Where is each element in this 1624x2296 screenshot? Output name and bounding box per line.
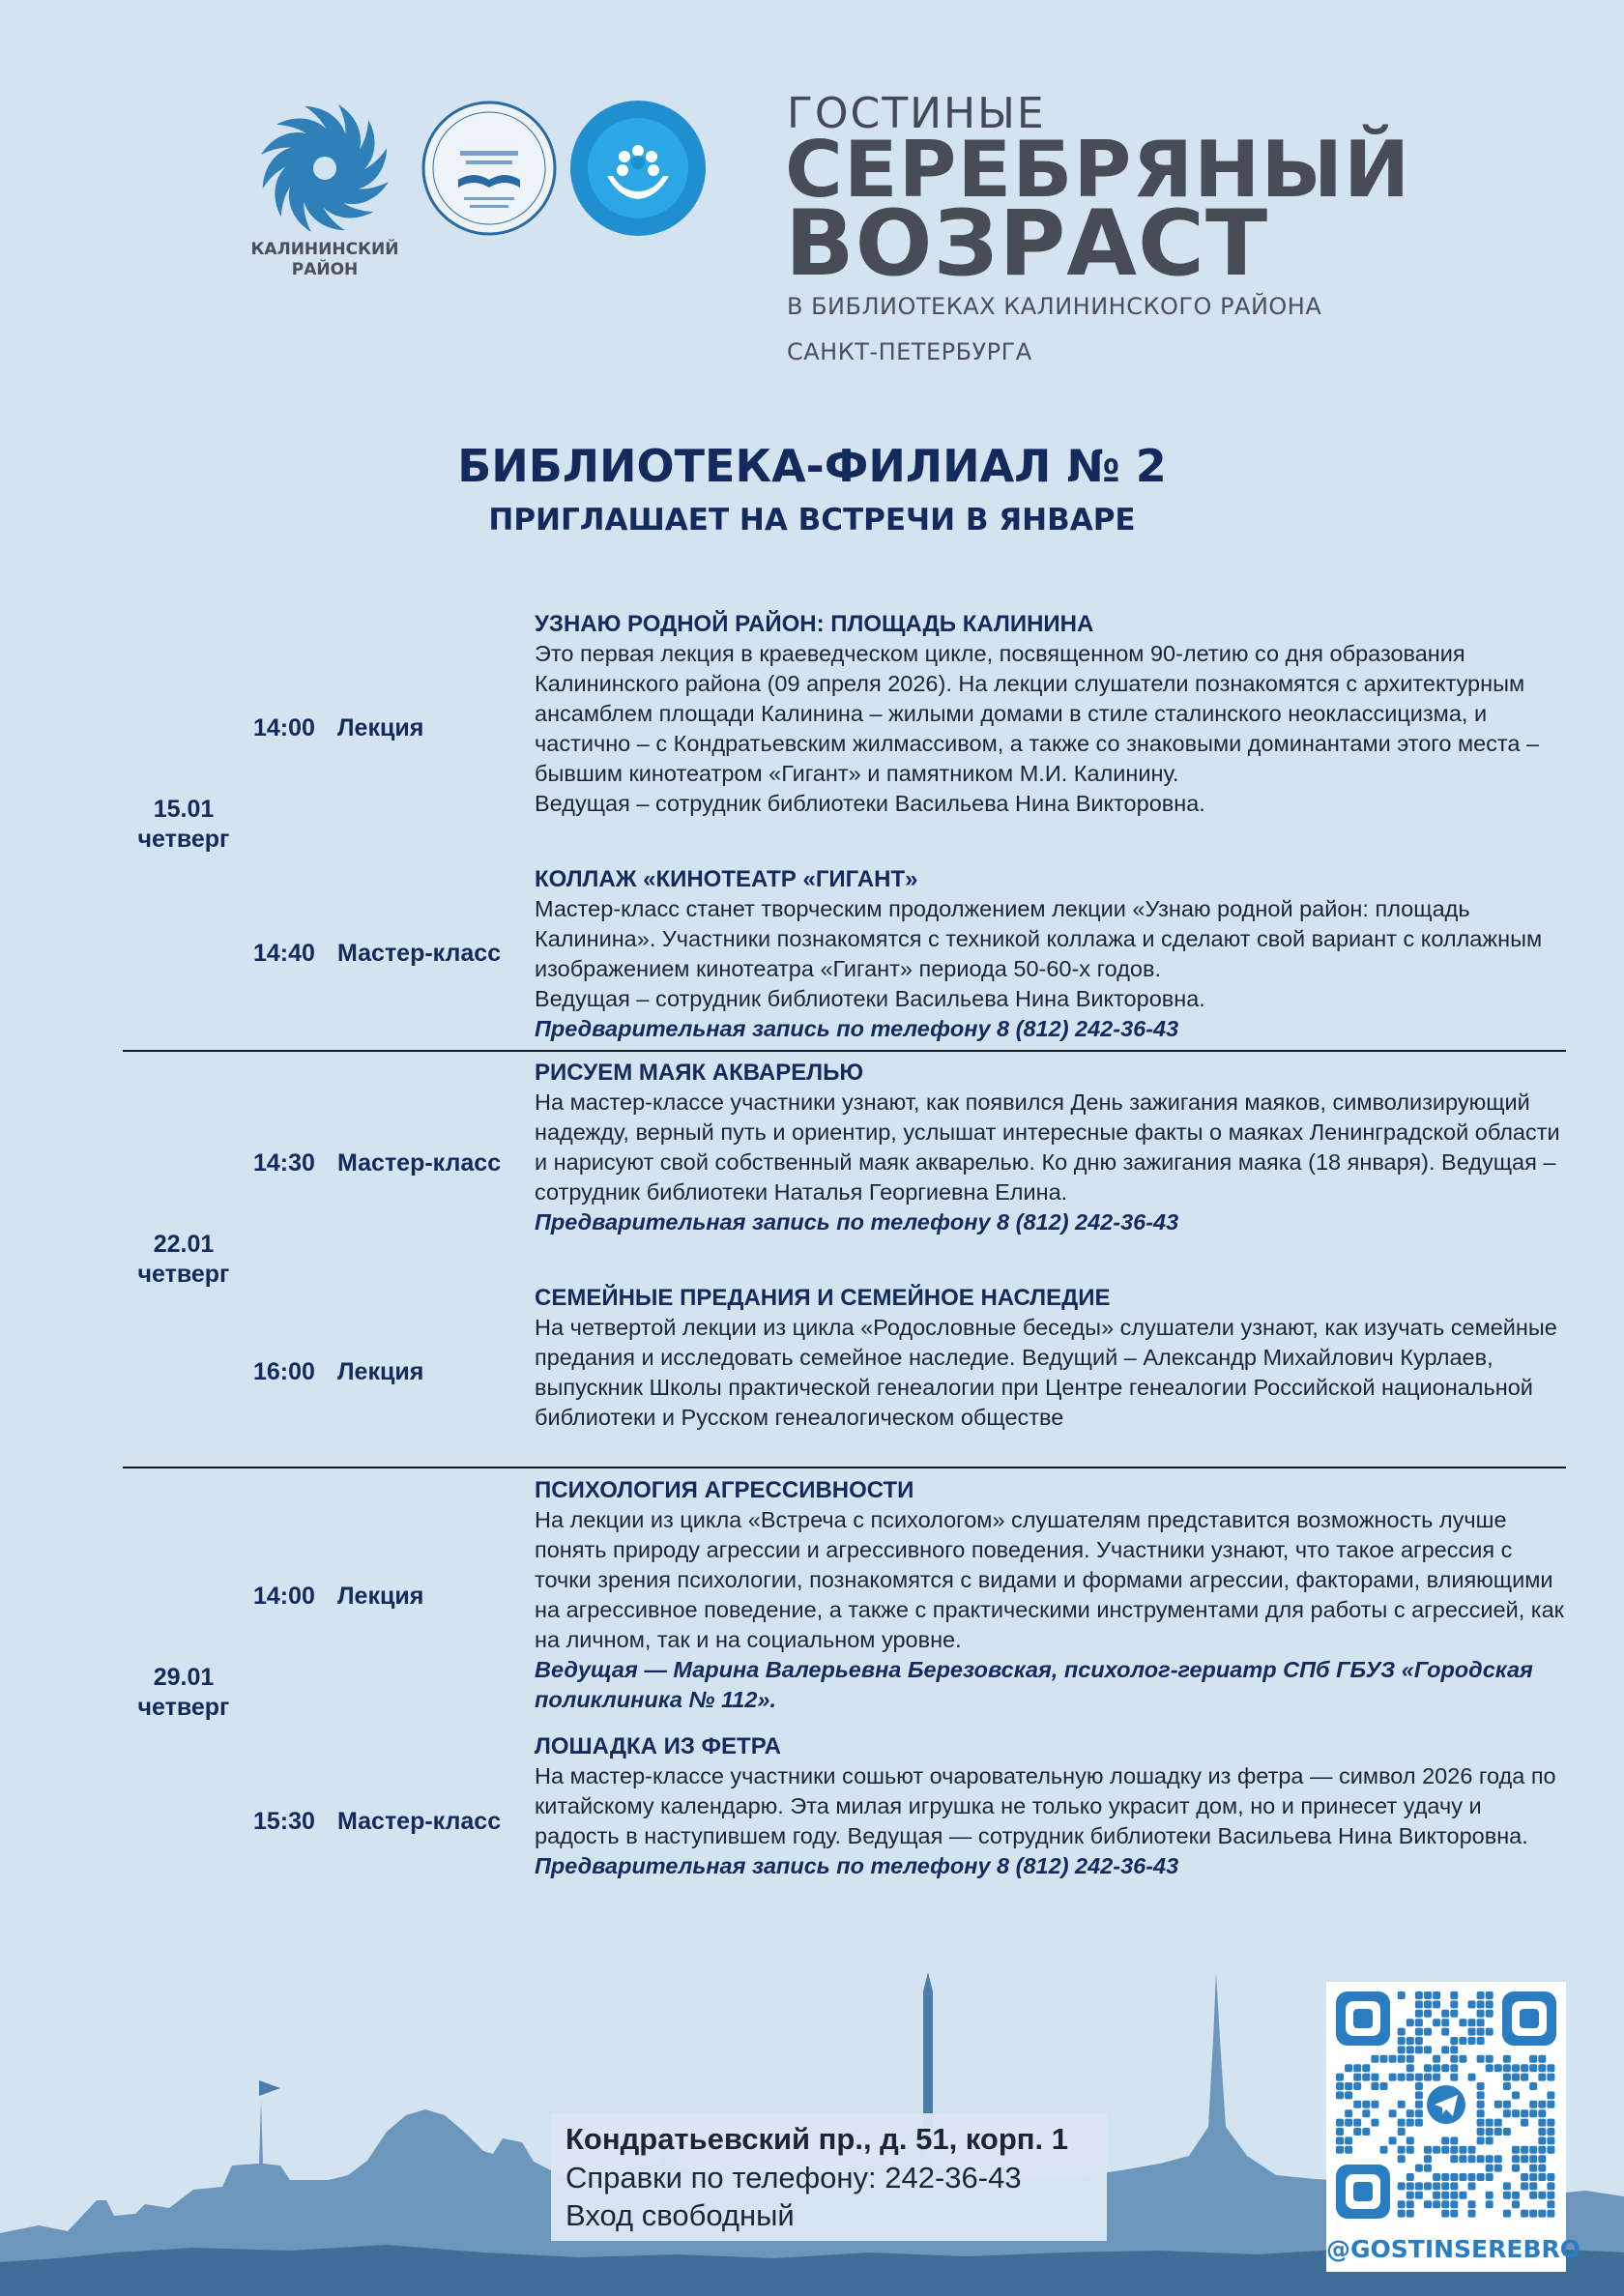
day-divider [123, 1050, 1566, 1052]
day-divider [123, 1467, 1566, 1468]
event-heading: КОЛЛАЖ «КИНОТЕАТР «ГИГАНТ» [535, 866, 918, 892]
date-value: 29.01 [153, 1664, 215, 1691]
event-type: Мастер-класс [337, 940, 502, 967]
brand-subtitle-1: В БИБЛИОТЕКАХ КАЛИНИНСКОГО РАЙОНА [787, 293, 1322, 320]
event-heading: СЕМЕЙНЫЕ ПРЕДАНИЯ И СЕМЕЙНОЕ НАСЛЕДИЕ [535, 1285, 1111, 1311]
event-body: На мастер-классе участники узнают, как появился День зажигания маяков, символизирующий надежду, верный путь и ориентир, услышат интересные факты о маяках Ленинградской области и нарисуют свой собственный маяк акварелью. Ко дню зажигания маяка (18 января). Ведущая – сотрудник библиотеки Наталья Георгиевна Елина. [535, 1090, 1560, 1205]
event-host: Ведущая — Марина Валерьевна Березовская, психолог-гериатр СПб ГБУЗ «Городская поликлиника № 112». [535, 1657, 1533, 1712]
qr-code[interactable] [1326, 1982, 1566, 2228]
event-body: На лекции из цикла «Встреча с психологом» слушателям представится возможность лучше понять природу агрессии и агрессивного поведения. Участники узнают, что такое агрессия с точки зрения психологии, познакомятся с видами и формами агрессии, факторами, влияющими на агрессивное поведение, а также с практическими инструментами для работы с агрессией, как на личном, так и на социальном уровне. [535, 1507, 1564, 1652]
event-time: 15:30 [253, 1808, 315, 1835]
event-type: Мастер-класс [337, 1149, 502, 1177]
district-caption-line2: РАЙОН [291, 260, 359, 279]
event-description [535, 609, 1569, 819]
event-heading: РИСУЕМ МАЯК АКВАРЕЛЬЮ [535, 1060, 864, 1086]
brand-top: ГОСТИНЫЕ [787, 89, 1046, 138]
event-time: 14:30 [253, 1149, 315, 1177]
district-caption-line1: КАЛИНИНСКИЙ [250, 240, 399, 259]
event-time: 14:40 [253, 940, 315, 967]
district-caption [242, 240, 408, 280]
event-body: На мастер-классе участники сошьют очаровательную лошадку из фетра — символ 2026 года по китайскому календарю. Эта милая игрушка не только украсит дом, но и принесет удачу и радость в наступившем году. Ведущая — сотрудник библиотеки Васильева Нина Викторовна. [535, 1763, 1556, 1848]
event-time: 14:00 [253, 1583, 315, 1610]
telegram-icon [1427, 2085, 1465, 2124]
weekday: четверг [137, 1694, 230, 1721]
event-description [535, 864, 1569, 1044]
entry-info: Вход свободный [566, 2198, 795, 2232]
registration-phone: Предварительная запись по телефону 8 (812) 242-36-43 [535, 1209, 1179, 1235]
event-body: Это первая лекция в краеведческом цикле, посвященном 90-летию со дня образования Калининского района (09 апреля 2026). На лекции слушатели познакомятся с архитектурным ансамблем площади Калинина – жилыми домами в стиле сталинского неоклассицизма, и частично – с Кондратьевским жилмассивом, а также со знаковыми доминантами этого места – бывшим кинотеатром «Гигант» и памятником М.И. Калинину. [535, 641, 1540, 786]
brand-subtitle-2: САНКТ-ПЕТЕРБУРГА [787, 338, 1032, 365]
registration-phone: Предварительная запись по телефону 8 (812) 242-36-43 [535, 1853, 1179, 1878]
kalininsky-district-logo [253, 97, 396, 240]
event-description [535, 1058, 1569, 1237]
date-value: 22.01 [153, 1231, 215, 1258]
event-type: Лекция [337, 1358, 424, 1385]
event-host: Ведущая – сотрудник библиотеки Васильева Нина Викторовна. [535, 791, 1205, 816]
event-heading: УЗНАЮ РОДНОЙ РАЙОН: ПЛОЩАДЬ КАЛИНИНА [535, 611, 1094, 637]
event-body: На четвертой лекции из цикла «Родословные беседы» слушатели узнают, как изучать семейные предания и исследовать семейное наследие. Ведущий – Александр Михайлович Курлаев, выпускник Школы практической генеалогии при Центре генеалогии Российской национальной библиотеки и Русском генеалогическом обществе [535, 1315, 1557, 1430]
brand-line1: СЕРЕБРЯНЫЙ [785, 125, 1411, 215]
event-body: Мастер-класс станет творческим продолжением лекции «Узнаю родной район: площадь Калинина». Участники познакомятся с техникой коллажа и сделают свой вариант с коллажным изображением кинотеатра «Гигант» периода 50-60-х годов. [535, 896, 1543, 981]
hands-emblem-logo [568, 99, 708, 238]
qr-code-card[interactable] [1326, 1982, 1581, 2272]
day-date [106, 1663, 261, 1723]
event-type: Мастер-класс [337, 1808, 502, 1835]
address: Кондратьевский пр., д. 51, корп. 1 [566, 2122, 1068, 2156]
event-time: 14:00 [253, 714, 315, 741]
cbs-library-logo [421, 101, 557, 236]
day-date [106, 795, 261, 855]
event-type: Лекция [337, 1583, 424, 1610]
qr-handle: @GOSTINSEREBRO [1326, 2235, 1581, 2263]
page-subtitle: ПРИГЛАШАЕТ НА ВСТРЕЧИ В ЯНВАРЕ [488, 503, 1136, 538]
event-type: Лекция [337, 714, 424, 741]
event-heading: ПСИХОЛОГИЯ АГРЕССИВНОСТИ [535, 1477, 914, 1503]
weekday: четверг [137, 1261, 230, 1288]
event-host: Ведущая – сотрудник библиотеки Васильева Нина Викторовна. [535, 986, 1205, 1011]
event-description [535, 1475, 1569, 1715]
pinwheel-icon [253, 97, 396, 240]
weekday: четверг [137, 826, 230, 853]
page-title: БИБЛИОТЕКА-ФИЛИАЛ № 2 [457, 440, 1167, 492]
brand-line2: ВОЗРАСТ [785, 191, 1269, 297]
event-description [535, 1731, 1569, 1881]
phone-info: Справки по телефону: 242-36-43 [566, 2161, 1022, 2194]
day-date [106, 1230, 261, 1290]
event-description [535, 1283, 1569, 1433]
event-heading: ЛОШАДКА ИЗ ФЕТРА [535, 1733, 781, 1759]
registration-phone: Предварительная запись по телефону 8 (812) 242-36-43 [535, 1016, 1179, 1041]
date-value: 15.01 [153, 796, 215, 823]
event-time: 16:00 [253, 1358, 315, 1385]
